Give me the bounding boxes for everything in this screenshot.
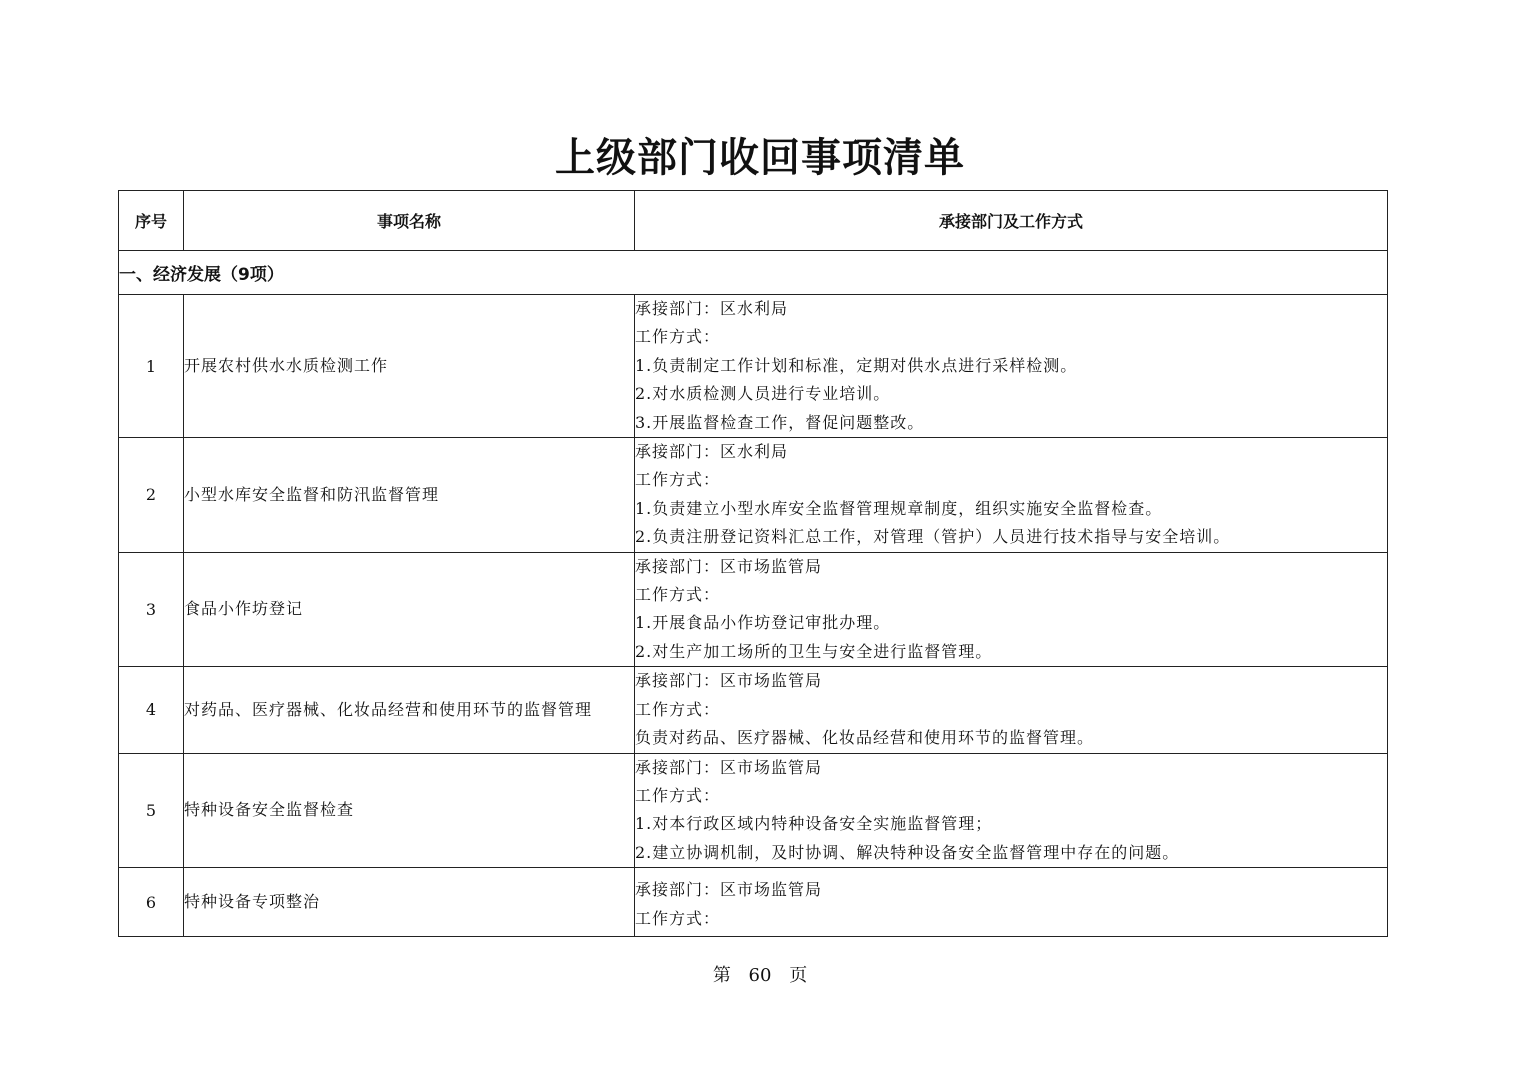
dept-line: 工作方式：	[635, 585, 721, 605]
dept-line: 工作方式：	[635, 327, 721, 347]
item-name: 开展农村供水水质检测工作	[184, 295, 635, 438]
section-row	[119, 251, 1388, 295]
table-row	[119, 438, 1388, 553]
row-number: 5	[119, 753, 184, 868]
dept-line: 工作方式：	[635, 470, 721, 490]
row-number: 4	[119, 667, 184, 753]
dept-line: 1.对本行政区域内特种设备安全实施监督管理；	[635, 814, 993, 834]
page-number: 60	[748, 965, 772, 986]
dept-line: 承接部门：区市场监管局	[635, 880, 823, 900]
row-number: 6	[119, 868, 184, 937]
dept-line: 承接部门：区市场监管局	[635, 556, 823, 576]
dept-line: 1.开展食品小作坊登记审批办理。	[635, 613, 891, 633]
item-name: 小型水库安全监督和防汛监督管理	[184, 438, 635, 553]
dept-cell	[635, 667, 1388, 753]
section-heading: 一、经济发展（9项）	[119, 251, 1388, 295]
dept-line: 1.负责制定工作计划和标准，定期对供水点进行采样检测。	[635, 355, 1078, 375]
items-table	[118, 190, 1388, 937]
page-prefix: 第	[712, 965, 731, 986]
table-row	[119, 552, 1388, 667]
row-number: 2	[119, 438, 184, 553]
dept-line: 工作方式：	[635, 785, 721, 805]
row-number: 1	[119, 295, 184, 438]
dept-line: 2.负责注册登记资料汇总工作，对管理（管护）人员进行技术指导与安全培训。	[635, 527, 1231, 547]
dept-line: 2.建立协调机制，及时协调、解决特种设备安全监督管理中存在的问题。	[635, 842, 1180, 862]
table-row	[119, 667, 1388, 753]
page-suffix: 页	[789, 965, 808, 986]
item-name: 特种设备安全监督检查	[184, 753, 635, 868]
table-row	[119, 753, 1388, 868]
row-number: 3	[119, 552, 184, 667]
dept-cell	[635, 868, 1388, 937]
dept-cell	[635, 295, 1388, 438]
item-name: 特种设备专项整治	[184, 868, 635, 937]
table-header-row	[119, 191, 1388, 251]
page-footer	[0, 962, 1520, 990]
table-row	[119, 295, 1388, 438]
header-num: 序号	[119, 191, 184, 251]
dept-line: 承接部门：区市场监管局	[635, 757, 823, 777]
dept-line: 3.开展监督检查工作，督促问题整改。	[635, 412, 925, 432]
dept-line: 承接部门：区水利局	[635, 299, 789, 318]
dept-cell	[635, 438, 1388, 553]
item-name: 对药品、医疗器械、化妆品经营和使用环节的监督管理	[184, 667, 635, 753]
dept-line: 承接部门：区市场监管局	[635, 671, 823, 691]
page-title: 上级部门收回事项清单	[555, 134, 965, 181]
dept-line: 1.负责建立小型水库安全监督管理规章制度，组织实施安全监督检查。	[635, 498, 1163, 518]
header-dept: 承接部门及工作方式	[635, 191, 1388, 251]
dept-line: 2.对水质检测人员进行专业培训。	[635, 384, 891, 404]
dept-line: 工作方式：	[635, 699, 721, 719]
dept-line: 承接部门：区水利局	[635, 442, 789, 462]
dept-cell	[635, 552, 1388, 667]
dept-line: 负责对药品、医疗器械、化妆品经营和使用环节的监督管理。	[635, 728, 1095, 748]
header-name: 事项名称	[184, 191, 635, 251]
table-row	[119, 868, 1388, 937]
item-name: 食品小作坊登记	[184, 552, 635, 667]
dept-line: 工作方式：	[635, 908, 721, 928]
dept-line: 2.对生产加工场所的卫生与安全进行监督管理。	[635, 641, 993, 661]
dept-cell	[635, 753, 1388, 868]
